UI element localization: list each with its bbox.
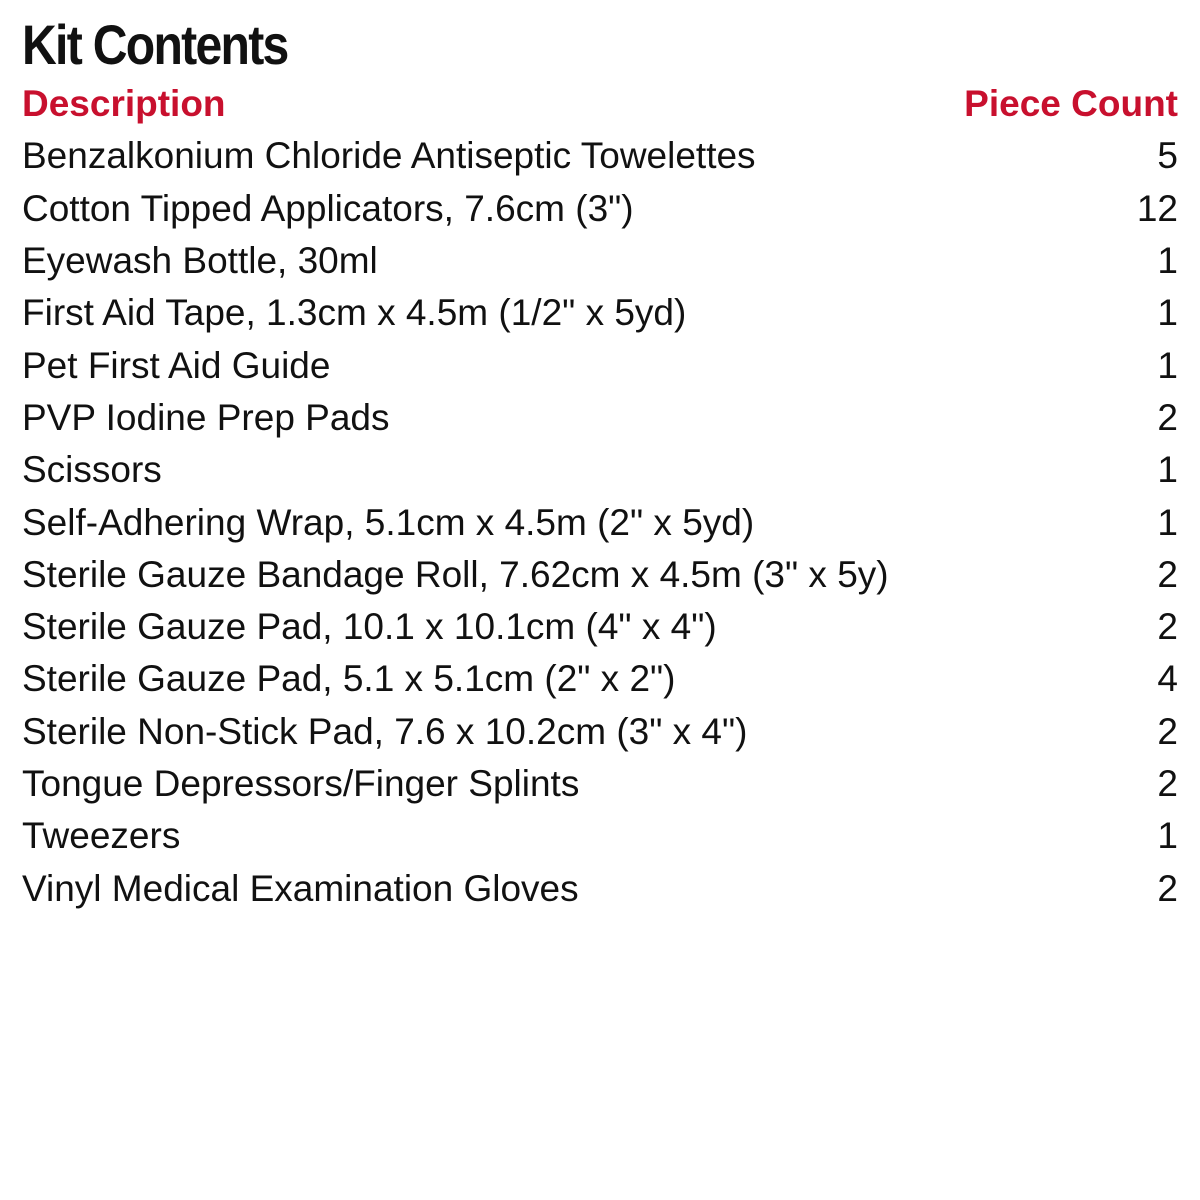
table-header: [22, 78, 1178, 130]
item-description: Sterile Gauze Pad, 10.1 x 10.1cm (4" x 4"): [22, 606, 717, 648]
table-row: [22, 549, 1178, 601]
item-piece-count: 1: [1157, 344, 1178, 386]
page-title: Kit Contents: [22, 13, 288, 76]
table-row: [22, 706, 1178, 758]
item-description: Cotton Tipped Applicators, 7.6cm (3"): [22, 187, 634, 229]
item-description: Sterile Non-Stick Pad, 7.6 x 10.2cm (3" x 4"): [22, 710, 748, 752]
item-piece-count: 2: [1157, 710, 1178, 752]
item-piece-count: 1: [1157, 501, 1178, 543]
item-piece-count: 1: [1157, 815, 1178, 857]
item-description: Benzalkonium Chloride Antiseptic Towelettes: [22, 135, 756, 177]
item-piece-count: 1: [1157, 449, 1178, 491]
item-piece-count: 12: [1136, 187, 1178, 229]
item-piece-count: 2: [1157, 763, 1178, 804]
table-row: [22, 235, 1178, 287]
table-row: [22, 601, 1178, 653]
description-column-header: Description: [22, 83, 226, 125]
table-row: [22, 183, 1178, 235]
table-row: [22, 496, 1178, 548]
table-row: [22, 810, 1178, 862]
table-row: [22, 392, 1178, 444]
item-description: Tongue Depressors/Finger Splints: [22, 763, 580, 804]
item-piece-count: 1: [1157, 292, 1178, 334]
item-description: Tweezers: [22, 815, 181, 857]
table-row: [22, 287, 1178, 339]
table-row: [22, 653, 1178, 705]
kit-contents-table: [22, 78, 1178, 915]
item-description: Self-Adhering Wrap, 5.1cm x 4.5m (2" x 5yd): [22, 501, 755, 543]
table-row: [22, 444, 1178, 496]
table-row: [22, 758, 1178, 810]
item-piece-count: 1: [1157, 240, 1178, 282]
item-piece-count: 2: [1157, 553, 1178, 595]
item-piece-count: 2: [1157, 867, 1178, 909]
item-description: Scissors: [22, 449, 162, 491]
item-description: Vinyl Medical Examination Gloves: [22, 867, 579, 909]
table-row: [22, 339, 1178, 391]
item-piece-count: 4: [1157, 658, 1178, 700]
item-description: First Aid Tape, 1.3cm x 4.5m (1/2" x 5yd): [22, 292, 687, 334]
piece-count-column-header: Piece Count: [964, 83, 1178, 125]
item-description: Sterile Gauze Bandage Roll, 7.62cm x 4.5m (3" x 5y): [22, 553, 889, 595]
item-description: PVP Iodine Prep Pads: [22, 396, 390, 438]
table-row: [22, 862, 1178, 914]
table-body: [22, 130, 1178, 914]
item-piece-count: 5: [1157, 135, 1178, 177]
item-piece-count: 2: [1157, 606, 1178, 648]
table-row: [22, 130, 1178, 182]
item-description: Pet First Aid Guide: [22, 344, 331, 386]
item-description: Eyewash Bottle, 30ml: [22, 240, 378, 282]
item-piece-count: 2: [1157, 396, 1178, 438]
item-description: Sterile Gauze Pad, 5.1 x 5.1cm (2" x 2"): [22, 658, 676, 700]
